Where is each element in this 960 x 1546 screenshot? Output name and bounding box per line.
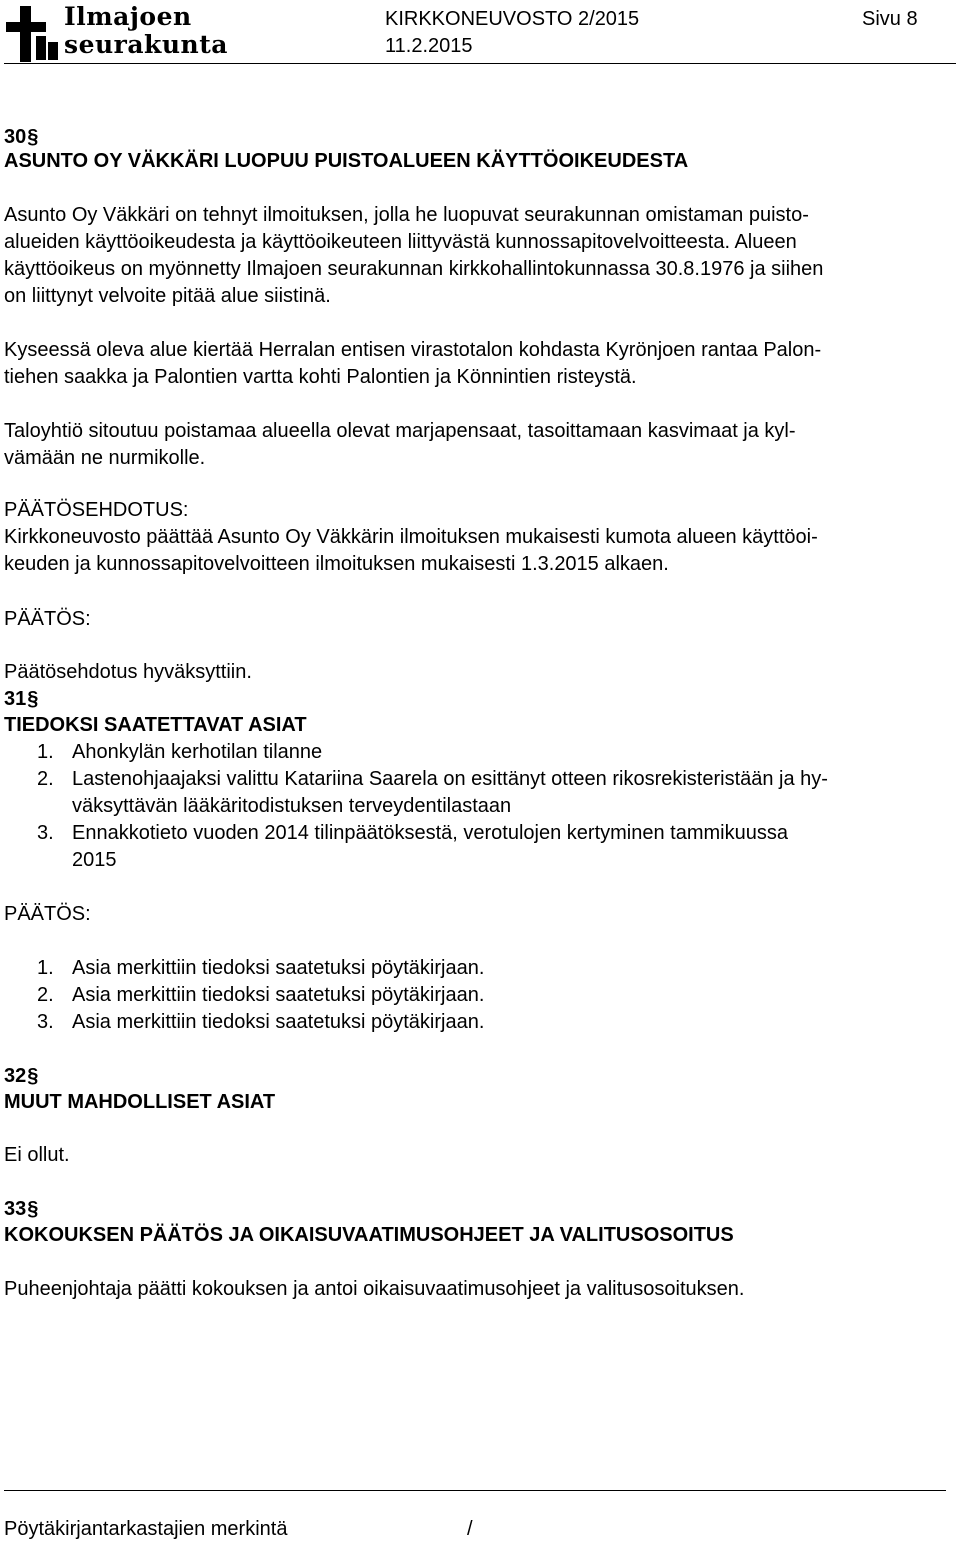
reviewer-mark-slash: /: [467, 1518, 473, 1540]
section-sign: §: [27, 126, 39, 148]
list-item: [37, 766, 957, 820]
list-item-text: Ahonkylän kerhotilan tilanne: [72, 741, 323, 763]
document-date: 11.2.2015: [385, 35, 473, 57]
list-item-number: 2.: [37, 984, 54, 1006]
section-31-number: 31§: [4, 686, 38, 713]
church-cross-icon: [4, 6, 60, 62]
section-32-text: Ei ollut.: [4, 1144, 70, 1166]
section-30-paragraph-3: [4, 418, 796, 472]
section-30-paragraph-2: [4, 337, 821, 391]
text-line: keuden ja kunnossapitovelvoitteen ilmoituksen mukaisesti 1.3.2015 alkaen.: [4, 553, 669, 575]
decision-list: [37, 955, 957, 1036]
footer-rule: [4, 1490, 946, 1491]
list-item-number: 3.: [37, 1011, 54, 1033]
text-line: vämään ne nurmikolle.: [4, 447, 206, 469]
list-item-text: 2015: [72, 849, 117, 871]
section-sign: §: [27, 688, 39, 710]
logo-text-line2: seurakunta: [64, 30, 228, 59]
list-item-text: Asia merkittiin tiedoksi saatetuksi pöytäkirjaan.: [72, 984, 485, 1006]
section-30-paragraph-1: [4, 202, 823, 310]
proposal-text: [4, 524, 818, 578]
list-item-text: väksyttävän lääkäritodistuksen terveydentilastaan: [72, 795, 512, 817]
section-31-title: TIEDOKSI SAATETTAVAT ASIAT: [4, 714, 307, 736]
list-item: [37, 982, 957, 1009]
list-item-number: 3.: [37, 822, 54, 844]
section-30-title: ASUNTO OY VÄKKÄRI LUOPUU PUISTOALUEEN KÄYTTÖOIKEUDESTA: [4, 150, 689, 172]
section-sign: §: [27, 1065, 39, 1087]
header-rule: [4, 63, 956, 64]
text-line: Asunto Oy Väkkäri on tehnyt ilmoituksen, jolla he luopuvat seurakunnan omistaman puisto-: [4, 204, 809, 226]
section-32-title: MUUT MAHDOLLISET ASIAT: [4, 1091, 276, 1113]
list-item: [37, 955, 957, 982]
decision-text: Päätösehdotus hyväksyttiin.: [4, 661, 252, 683]
list-item-text: Lastenohjaajaksi valittu Katariina Saarela on esittänyt otteen rikosrekisteristään ja hy-: [72, 768, 828, 790]
list-item-text: Asia merkittiin tiedoksi saatetuksi pöytäkirjaan.: [72, 957, 485, 979]
logo-text-line1: Ilmajoen: [64, 2, 192, 31]
list-item-text: Ennakkotieto vuoden 2014 tilinpäätöksestä, verotulojen kertyminen tammikuussa: [72, 822, 788, 844]
decision-label: PÄÄTÖS:: [4, 903, 91, 925]
section-33-text: Puheenjohtaja päätti kokouksen ja antoi oikaisuvaatimusohjeet ja valitusosoituksen.: [4, 1278, 745, 1300]
page-number: Sivu 8: [862, 8, 918, 30]
section-33-number: 33§: [4, 1196, 38, 1223]
section-33-title: KOKOUKSEN PÄÄTÖS JA OIKAISUVAATIMUSOHJEET JA VALITUSOSOITUS: [4, 1224, 734, 1246]
section-sign: §: [27, 1198, 39, 1220]
list-item: [37, 1009, 957, 1036]
text-line: alueiden käyttöoikeudesta ja käyttöoikeuteen liittyvästä kunnossapitovelvoitteesta. Alueen: [4, 231, 797, 253]
list-item-number: 2.: [37, 768, 54, 790]
text-line: tiehen saakka ja Palontien vartta kohti Palontien ja Könnintien risteystä.: [4, 366, 637, 388]
section-30-number: 30§: [4, 124, 38, 151]
list-item-text: Asia merkittiin tiedoksi saatetuksi pöytäkirjaan.: [72, 1011, 485, 1033]
proposal-label: PÄÄTÖSEHDOTUS:: [4, 499, 189, 521]
text-line: Kirkkoneuvosto päättää Asunto Oy Väkkärin ilmoituksen mukaisesti kumota alueen käyttöoi-: [4, 526, 818, 548]
parish-logo: [4, 2, 236, 62]
text-line: Taloyhtiö sitoutuu poistamaa alueella olevat marjapensaat, tasoittamaan kasvimaat ja kyl-: [4, 420, 796, 442]
list-item: [37, 739, 957, 766]
info-list: [37, 739, 957, 874]
text-line: käyttöoikeus on myönnetty Ilmajoen seurakunnan kirkkohallintokunnassa 30.8.1976 ja siihen: [4, 258, 824, 280]
text-line: on liittynyt velvoite pitää alue siistinä.: [4, 285, 331, 307]
list-item-number: 1.: [37, 741, 54, 763]
text-line: Kyseessä oleva alue kiertää Herralan entisen virastotalon kohdasta Kyrönjoen rantaa Palon-: [4, 339, 822, 361]
section-32-number: 32§: [4, 1063, 38, 1090]
document-title: KIRKKONEUVOSTO 2/2015: [385, 8, 640, 30]
decision-label: PÄÄTÖS:: [4, 608, 91, 630]
list-item: [37, 820, 957, 874]
reviewer-mark-label: Pöytäkirjantarkastajien merkintä: [4, 1518, 288, 1540]
list-item-number: 1.: [37, 957, 54, 979]
